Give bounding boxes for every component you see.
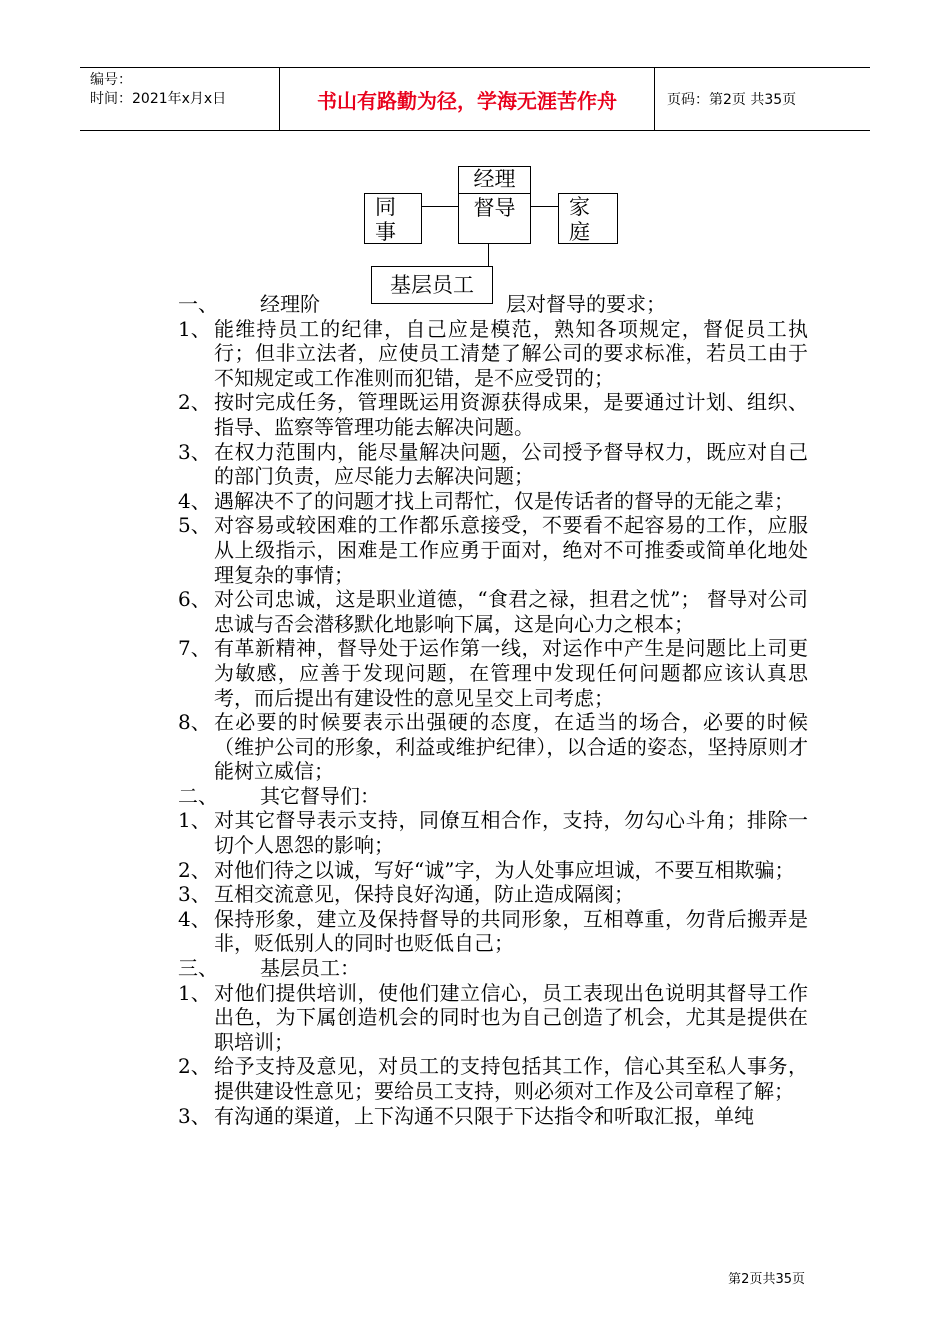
item-text: 在必要的时候要表示出强硬的态度，在适当的场合，必要的时候（维护公司的形象，利益或维护纪律），以合适的姿态，坚持原则才能树立威信； — [214, 710, 808, 784]
item-number: 2、 — [178, 390, 211, 415]
item-text: 遇解决不了的问题才找上司帮忙，仅是传话者的督导的无能之辈； — [214, 488, 794, 513]
list-item — [178, 1054, 808, 1103]
list-item — [178, 858, 808, 883]
box-manager — [458, 166, 531, 194]
header-page-info: 页码：第2页 共35页 — [667, 92, 797, 108]
item-number: 2、 — [178, 857, 211, 882]
connector-supervisor-family — [530, 206, 558, 207]
item-number: 4、 — [178, 906, 211, 931]
list-item — [178, 882, 808, 907]
section-heading — [178, 292, 808, 317]
header-motto: 书山有路勤为径，学海无涯苦作舟 — [280, 68, 655, 130]
list-item — [178, 1104, 808, 1129]
section-number: 一、 — [178, 292, 218, 316]
item-number: 4、 — [178, 488, 211, 513]
list-item — [178, 907, 808, 956]
time-label: 时间：2021年x月x日 — [90, 91, 227, 107]
item-text: 能维持员工的纪律，自己应是模范，熟知各项规定，督促员工执行；但非立法者，应使员工清楚了解公司的要求标准，若员工由于不知规定或工作准则而犯错，是不应受罚的； — [214, 316, 808, 390]
connector-colleague-supervisor — [421, 206, 459, 207]
item-number: 1、 — [178, 316, 211, 341]
list-item — [178, 587, 808, 636]
item-number: 7、 — [178, 636, 211, 661]
section-title-part-a: 经理阶 — [260, 292, 320, 316]
item-number: 3、 — [178, 1103, 211, 1128]
item-text: 有革新精神，督导处于运作第一线，对运作中产生是问题比上司更为敏感，应善于发现问题，在管理中发现任何问题都应该认真思考，而后提出有建设性的意见呈交上司考虑； — [214, 636, 808, 710]
item-number: 1、 — [178, 980, 211, 1005]
box-colleague-line2: 事 — [375, 220, 396, 244]
list-item — [178, 390, 808, 439]
box-family-line1: 家 — [569, 195, 590, 219]
item-number: 3、 — [178, 882, 211, 907]
box-family — [558, 193, 618, 244]
item-text: 对容易或较困难的工作都乐意接受，不要看不起容易的工作，应服从上级指示，困难是工作应勇于面对，绝对不可推委或简单化地处理复杂的事情； — [214, 513, 808, 587]
item-number: 6、 — [178, 587, 211, 612]
item-text: 在权力范围内，能尽量解决问题，公司授予督导权力，既应对自己的部门负责，应尽能力去解决问题； — [214, 439, 808, 489]
item-text: 有沟通的渠道，上下沟通不只限于下达指令和听取汇报，单纯 — [214, 1103, 754, 1128]
item-text: 保持形象，建立及保持督导的共同形象，互相尊重，勿背后搬弄是非，贬低别人的同时也贬低自己； — [214, 906, 808, 956]
item-text: 对公司忠诚，这是职业道德，“食君之禄，担君之忧”； 督导对公司忠诚与否会潜移默化地影响下属，这是向心力之根本； — [214, 587, 808, 636]
item-text: 对他们待之以诚，写好“诚”字，为人处事应坦诚，不要互相欺骗； — [214, 857, 795, 882]
item-text: 给予支持及意见，对员工的支持包括其工作，信心其至私人事务，提供建设性意见；要给员工支持，则必须对工作及公司章程了解； — [214, 1054, 808, 1103]
item-text: 互相交流意见，保持良好沟通，防止造成隔阂； — [214, 882, 634, 907]
item-number: 8、 — [178, 710, 211, 735]
section-heading — [178, 784, 808, 809]
list-item — [178, 808, 808, 857]
box-colleague — [364, 193, 422, 244]
section-heading — [178, 956, 808, 981]
box-colleague-line1: 同 — [375, 195, 396, 219]
box-family-line2: 庭 — [569, 220, 590, 244]
item-number: 2、 — [178, 1054, 211, 1079]
box-supervisor — [458, 193, 531, 244]
list-item — [178, 710, 808, 784]
section-number: 二、 — [178, 783, 218, 808]
section-title-part-b: 层对督导的要求； — [506, 292, 666, 316]
list-item — [178, 489, 808, 514]
header-meta — [80, 68, 280, 130]
document-body — [178, 292, 808, 1128]
section-title: 其它督导们： — [260, 783, 380, 808]
list-item — [178, 513, 808, 587]
item-text: 对他们提供培训，使他们建立信心，员工表现出色说明其督导工作出色，为下属创造机会的同时也为自己创造了机会，尤其是提供在职培训； — [214, 980, 808, 1054]
number-label: 编号： — [90, 72, 132, 88]
box-manager-label: 经理 — [473, 167, 516, 191]
box-staff-label: 基层员工 — [390, 273, 474, 297]
item-text: 按时完成任务，管理既运用资源获得成果，是要通过计划、组织、指导、监察等管理功能去解决问题。 — [214, 390, 808, 439]
page-header — [80, 67, 870, 131]
section-number: 三、 — [178, 956, 218, 981]
item-text: 对其它督导表示支持，同僚互相合作，支持，勿勾心斗角；排除一切个人恩怨的影响； — [214, 808, 808, 858]
item-number: 3、 — [178, 439, 211, 464]
list-item — [178, 981, 808, 1055]
page-footer: 第2页共35页 — [728, 1272, 805, 1287]
box-supervisor-label: 督导 — [473, 196, 516, 220]
list-item — [178, 317, 808, 391]
section-title: 基层员工： — [260, 956, 360, 981]
list-item — [178, 440, 808, 489]
list-item — [178, 636, 808, 710]
item-number: 1、 — [178, 808, 211, 833]
item-number: 5、 — [178, 513, 211, 538]
